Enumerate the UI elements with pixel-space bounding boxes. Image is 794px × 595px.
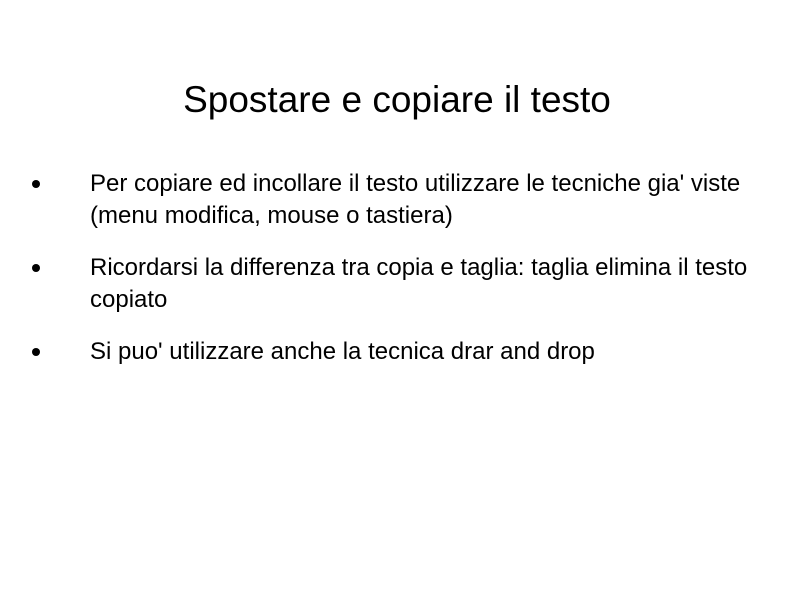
bullet-dot-icon bbox=[30, 168, 42, 200]
bullet-list bbox=[30, 168, 770, 368]
bullet-item bbox=[30, 336, 770, 368]
slide-title: Spostare e copiare il testo bbox=[183, 79, 611, 120]
bullet-dot-icon bbox=[30, 252, 42, 284]
bullet-text: Si puo' utilizzare anche la tecnica drar and drop bbox=[90, 338, 595, 365]
bullet-dot-icon bbox=[30, 336, 42, 368]
bullet-item bbox=[30, 252, 770, 316]
bullet-text: Per copiare ed incollare il testo utilizzare le tecniche gia' viste (menu modifica, mouse o tastiera) bbox=[90, 170, 741, 229]
bullet-item bbox=[30, 168, 770, 232]
bullet-text: Ricordarsi la differenza tra copia e taglia: taglia elimina il testo copiato bbox=[90, 254, 748, 313]
